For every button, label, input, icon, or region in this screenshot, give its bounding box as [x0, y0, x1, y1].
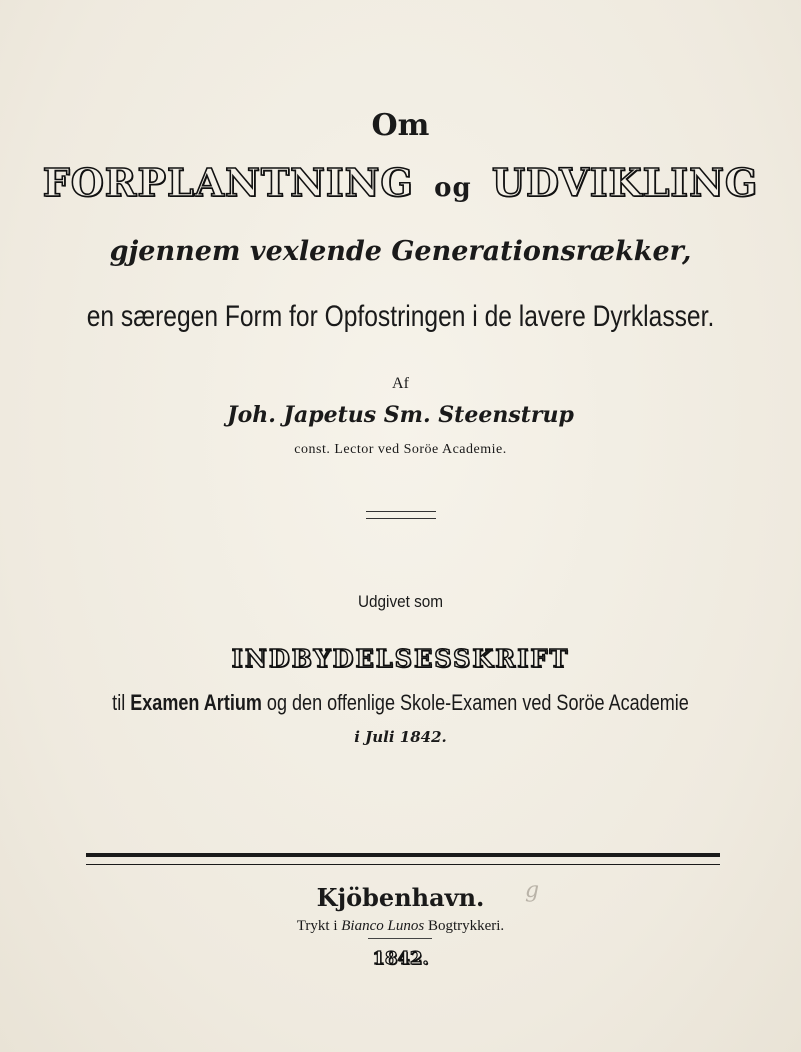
program-title: INDBYDELSESSKRIFT: [231, 644, 570, 673]
occasion-exam: Examen Artium: [130, 690, 262, 715]
year-divider: [368, 938, 432, 939]
subtitle-line1: gjennem vexlende Generationsrækker,: [109, 236, 692, 267]
title-om: Om: [371, 108, 430, 143]
occasion-prefix: til: [112, 690, 126, 715]
by-label: Af: [392, 375, 409, 392]
title-og: og: [434, 173, 472, 203]
printer-line: [0, 918, 801, 935]
short-divider: [366, 511, 436, 519]
main-title: [0, 160, 801, 205]
title-part2: UDVIKLING: [491, 160, 759, 205]
margin-mark: g: [525, 878, 540, 903]
publication-year: 1842.: [372, 948, 429, 969]
printer-prefix: Trykt i: [296, 918, 338, 934]
printer-name: Bianco Lunos: [341, 918, 425, 934]
publication-place: Kjöbenhavn.: [316, 883, 485, 912]
occasion-line: [72, 690, 729, 716]
printer-suffix: Bogtrykkeri.: [427, 918, 505, 934]
author-position: const. Lector ved Soröe Academie.: [294, 442, 507, 457]
publication-date: i Juli 1842.: [354, 728, 447, 746]
published-as-label: Udgivet som: [357, 592, 444, 611]
author-name: Joh. Japetus Sm. Steenstrup: [227, 402, 574, 428]
long-divider: [86, 853, 720, 865]
occasion-suffix: og den offenlige Skole-Examen ved Soröe Academie: [266, 690, 689, 715]
subtitle-line2: en særegen Form for Opfostringen i de lavere Dyrklasser.: [86, 300, 715, 333]
title-part1: FORPLANTNING: [42, 160, 414, 205]
